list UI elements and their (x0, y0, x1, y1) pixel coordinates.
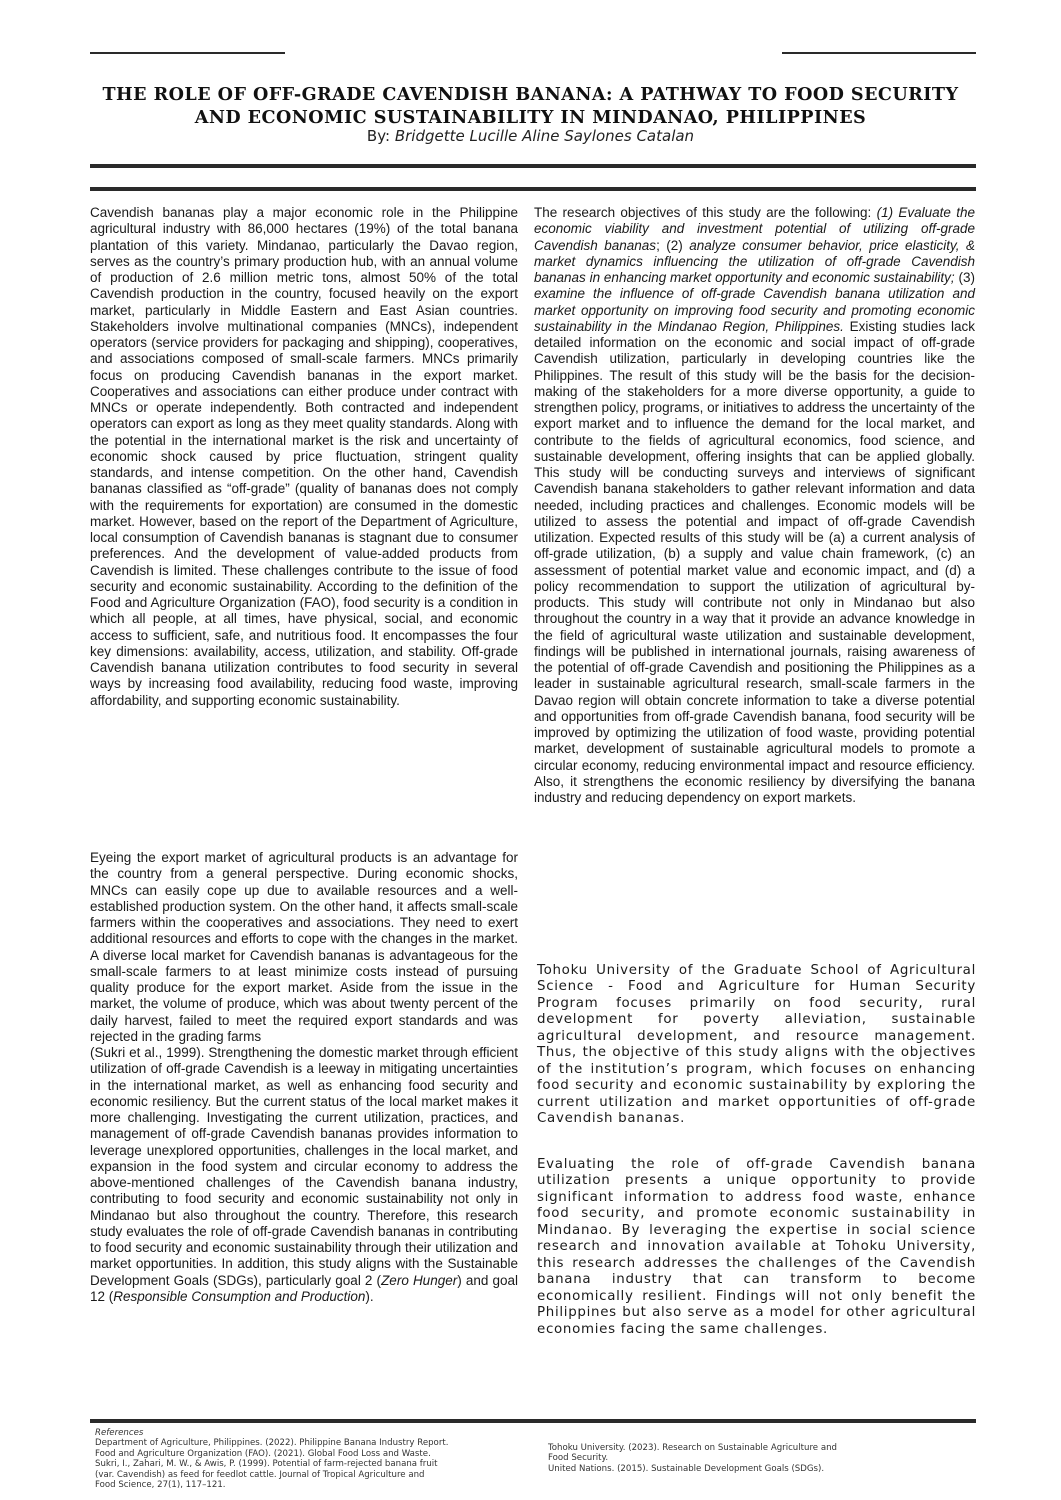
page-title (60, 83, 1001, 129)
references-right (548, 1443, 837, 1474)
body-column-left-bottom (90, 850, 518, 1305)
body-column-right-top (534, 205, 975, 806)
body-column-right-middle (537, 963, 976, 1128)
objectives-intro: The research objectives of this study are the following: (534, 205, 877, 220)
byline (60, 127, 1001, 145)
objective-1: (1) Evaluate the economic viability and investment potential of utilizing off-grade Cavendish bananas (534, 205, 975, 253)
paragraph-conclusion: Evaluating the role of off-grade Cavendish banana utilization presents a unique opportunity to provide significant information to address food waste, enhance food security, and promote economic sustainability in Mindanao. By leveraging the expertise in social science research and innovation available at Tohoku University, this research addresses the challenges of the Cavendish banana industry that can transform to become economically resilient. Findings will not only benefit the Philippines but also serve as a model for other agricultural economies facing the same challenges. (537, 1157, 976, 1337)
reference-line: Department of Agriculture, Philippines. (2022). Philippine Banana Industry Report. (95, 1438, 449, 1449)
objective-3: examine the influence of off-grade Cavendish banana utilization and market opportunity on improving food security and promoting economic sustainability in the Mindanao Region, Philippines. (534, 286, 975, 334)
reference-line: Food Security. (548, 1453, 609, 1464)
objective-2: analyze consumer behavior, price elasticity, & market dynamics influencing the utilization of off-grade Cavendish bananas in enhancing market opportunity and economic sustainability; (534, 237, 975, 285)
reference-line: United Nations. (2015). Sustainable Development Goals (SDGs). (548, 1463, 825, 1474)
reference-line: Food Science, 27(1), 117–121. (95, 1480, 226, 1491)
objective-3-separator: (3) (954, 270, 975, 285)
reference-line: (var. Cavendish) as feed for feedlot cattle. Journal of Tropical Agriculture and (95, 1469, 425, 1480)
author-name: Bridgette Lucille Aline Saylones Catalan (394, 127, 695, 145)
sdg2-name: Zero Hunger (381, 1272, 458, 1288)
sdg12-name: Responsible Consumption and Production (113, 1288, 366, 1304)
paragraph-tohoku-program: Tohoku University of the Graduate School of Agricultural Science - Food and Agriculture for Human Security Program focuses primarily on food security, rural development for poverty alleviation, sustainable agricultural development, and resource management. Thus, the objective of this study aligns with the objectives of the institution’s program, which focuses on enhancing food security and economic sustainability by exploring the current utilization and market opportunities of off-grade Cavendish bananas. (537, 963, 976, 1127)
header-rule-lower (90, 187, 976, 191)
top-left-rule (90, 52, 285, 54)
sdg-connector: ) and goal 12 ( (90, 1272, 518, 1304)
paragraph-export-market-text: Eyeing the export market of agricultural products is an advantage for the country from a general perspective. During economic shocks, MNCs can easily cope up due to available resources and a well-established production system. On the other hand, it affects small-scale farmers within the cooperatives and associations. They need to exert additional resources and efforts to cope with the changes in the market. A diverse local market for Cavendish bananas is advantageous for the small-scale farmers to at least minimize costs instead of pursuing quality produce for the export market. Aside from the issue in the market, the volume of produce, which was about twenty percent of the daily harvest, failed to meet the required export standards and was rejected in the grading farms (90, 850, 518, 1044)
reference-line: Food and Agriculture Organization (FAO). (2021). Global Food Loss and Waste. (95, 1448, 431, 1459)
body-column-right-bottom (537, 1157, 976, 1338)
by-label: By: (366, 127, 391, 145)
paragraph-objectives (534, 205, 975, 806)
footer-rule (90, 1419, 976, 1423)
paragraph-export-market-continued: (Sukri et al., 1999). Strengthening the domestic market through efficient utilization of off-grade Cavendish is a leeway in mitigating uncertainties in the international market, as well as enhancing food security and economic resiliency. But the current status of the local market makes it more challenging. Investigating the current utilization, practices, and management of off-grade Cavendish bananas provides information to leverage unexplored opportunities, challenges in the local market, and expansion in the food system and circular economy to address the above-mentioned challenges of the Cavendish banana industry, contributing to food security and economic sustainability not only in Mindanao but also throughout the country. Therefore, this research study evaluates the role of off-grade Cavendish bananas in contributing to food security and economic sustainability through their utilization and market opportunities. In addition, this study aligns with the Sustainable Development Goals (SDGs), particularly goal 2 ( (90, 1045, 518, 1288)
header-rule-upper (90, 164, 976, 168)
reference-line: Tohoku University. (2023). Research on Sustainable Agriculture and (548, 1443, 837, 1453)
title-line-1: THE ROLE OF OFF-GRADE CAVENDISH BANANA: A PATHWAY TO FOOD SECURITY (102, 84, 959, 105)
sdg-closing: ). (365, 1288, 374, 1304)
title-line-2: AND ECONOMIC SUSTAINABILITY IN MINDANAO, PHILIPPINES (194, 107, 867, 128)
objectives-discussion: Existing studies lack detailed information on the economic and social impact of off-grade Cavendish utilization, particularly in developing countries like the Philippines. The result of this study will be the basis for the decision-making of the stakeholders for a more diverse opportunity, a guide to strengthen policy, programs, or initiatives to address the uncertainty of the export market and to influence the demand for the local market, and contribute to the fields of agricultural economics, food science, and sustainable development, offering insights that can be applied globally. This study will be conducting surveys and interviews of significant Cavendish banana stakeholders to gather relevant information and data needed, including practices and challenges. Economic models will be utilized to assess the potential and impact of off-grade Cavendish utilization. Expected results of this study will be (a) a current analysis of off-grade utilization, (b) a supply and value chain framework, (c) an assessment of potential market value and economic impact, and (d) a policy recommendation to support the utilization of agricultural by-products. This study will contribute not only in Mindanao but also throughout the country in a way that it provide an advance knowledge in the field of agricultural waste utilization and sustainable development, findings will be published in international journals, raising awareness of the potential of off-grade Cavendish and positioning the Philippines as a leader in sustainable agricultural research, small-scale farmers in the Davao region will obtain concrete information to take a diverse potential and opportunities from off-grade Cavendish banana, food security will be improved by optimizing the utilization of food waste, providing potential market, development of sustainable agricultural models to promote a circular economy, reducing environmental impact and resource efficiency. Also, it strengthens the economic resiliency by diversifying the banana industry and reducing dependency on export markets. (534, 318, 975, 805)
paragraph-intro: Cavendish bananas play a major economic role in the Philippine agricultural industry with 86,000 hectares (19%) of the total banana plantation of this variety. Mindanao, particularly the Davao region, serves as the country’s primary production hub, with an annual volume of production of 2.6 million metric tons, almost 50% of the total Cavendish production in the country, focused heavily on the export market, particularly in Middle Eastern and East Asian countries. Stakeholders involve multinational companies (MNCs), independent operators (service providers for packaging and shipping), cooperatives, and associations composed of small-scale farmers. MNCs primarily focus on producing Cavendish bananas in the export market. Cooperatives and associations can either produce under contract with MNCs or operate independently. Both contracted and independent operators can export as long as they meet quality standards. Along with the potential in the international market is the risk and uncertainty of economic shock caused by price fluctuation, stringent quality standards, and intense competition. On the other hand, Cavendish bananas classified as “off-grade” (quality of bananas does not comply with the requirements for exportation) are consumed in the domestic market. However, based on the report of the Department of Agriculture, local consumption of Cavendish bananas is stagnant due to consumer preferences. And the development of value-added products from Cavendish is limited. These challenges contribute to the issue of food security and economic sustainability. According to the definition of the Food and Agriculture Organization (FAO), food security is a condition in which all people, at all times, have physical, social, and economic access to sufficient, safe, and nutritious food. It encompasses the four key dimensions: availability, access, utilization, and stability. Off-grade Cavendish banana utilization contributes to food security in several ways by increasing food availability, reducing food waste, improving affordability, and supporting economic sustainability. (90, 205, 518, 708)
reference-line: Sukri, I., Zahari, M. W., & Awis, P. (1999). Potential of farm-rejected banana fruit (95, 1459, 438, 1470)
references-left (95, 1428, 448, 1490)
body-column-left-top (90, 205, 518, 709)
paragraph-export-market (90, 850, 518, 1305)
objective-2-separator: ; (2) (656, 237, 690, 253)
top-right-rule (782, 52, 976, 54)
references-heading: References (95, 1428, 144, 1438)
